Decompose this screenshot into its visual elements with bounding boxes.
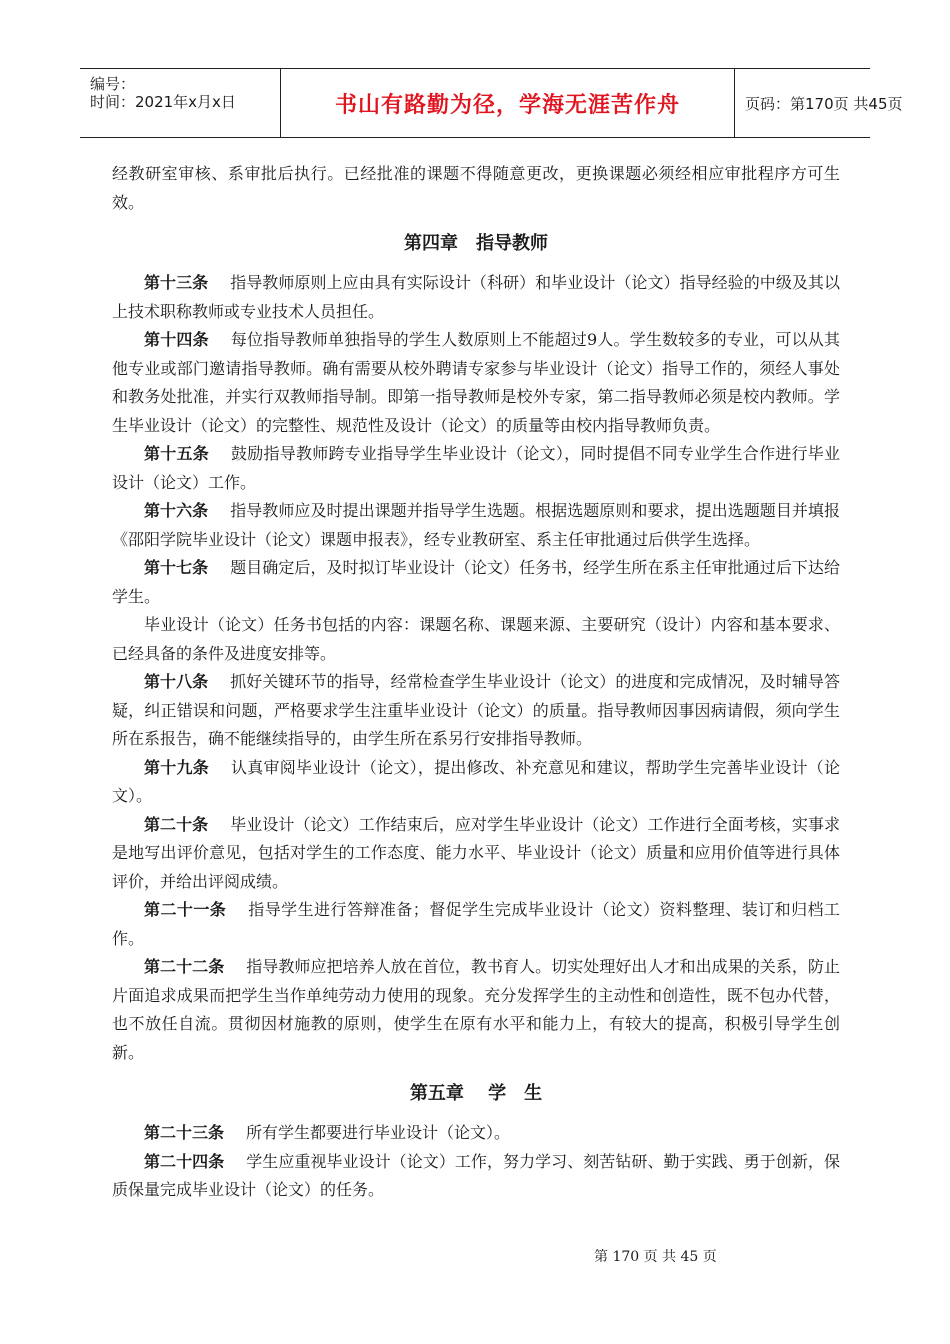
article-label: 第二十二条 bbox=[144, 957, 225, 976]
article-18 bbox=[112, 668, 840, 754]
article-text: 指导教师原则上应由具有实际设计（科研）和毕业设计（论文）指导经验的中级及其以上技术职称教师或专业技术人员担任。 bbox=[112, 273, 840, 321]
article-label: 第十九条 bbox=[144, 757, 209, 777]
article-22 bbox=[112, 953, 840, 1067]
header-code-label: 编号： bbox=[90, 75, 136, 93]
article-text: 指导学生进行答辩准备；督促学生完成毕业设计（论文）资料整理、装订和归档工作。 bbox=[112, 900, 840, 948]
article-text: 认真审阅毕业设计（论文），提出修改、补充意见和建议，帮助学生完善毕业设计（论文）。 bbox=[112, 757, 840, 805]
article-15 bbox=[112, 440, 840, 497]
article-label: 第十三条 bbox=[144, 273, 209, 292]
header-page-label: 页码：第170页 共45页 bbox=[745, 94, 903, 113]
article-label: 第二十条 bbox=[144, 814, 209, 834]
article-13 bbox=[112, 269, 840, 326]
article-label: 第十六条 bbox=[144, 501, 209, 520]
page-footer: 第 170 页 共 45 页 bbox=[594, 1249, 717, 1265]
article-label: 第十八条 bbox=[144, 672, 209, 691]
document-body bbox=[112, 160, 840, 1205]
article-label: 第二十四条 bbox=[144, 1151, 225, 1171]
article-label: 第十五条 bbox=[144, 444, 209, 463]
article-text: 毕业设计（论文）工作结束后，应对学生毕业设计（论文）工作进行全面考核，实事求是地写出评价意见，包括对学生的工作态度、能力水平、毕业设计（论文）质量和应用价值等进行具体评价，并给出评阅成绩。 bbox=[112, 814, 840, 891]
chapter-5-heading: 第五章 学 生 bbox=[409, 1083, 543, 1104]
header-time-label: 时间：2021年x月x日 bbox=[90, 93, 236, 111]
intro-paragraph: 经教研室审核、系审批后执行。已经批准的课题不得随意更改，更换课题必须经相应审批程序方可生效。 bbox=[112, 164, 840, 212]
article-23 bbox=[112, 1119, 840, 1148]
article-20 bbox=[112, 811, 840, 897]
article-text: 题目确定后，及时拟订毕业设计（论文）任务书，经学生所在系主任审批通过后下达给学生。 bbox=[112, 558, 840, 606]
document-header bbox=[80, 68, 903, 138]
article-label: 第十七条 bbox=[144, 558, 209, 577]
article-21 bbox=[112, 896, 840, 953]
article-text: 每位指导教师单独指导的学生人数原则上不能超过9人。学生数较多的专业，可以从其他专业或部门邀请指导教师。确有需要从校外聘请专家参与毕业设计（论文）指导工作的，须经人事处和教务处批准，并实行双教师指导制。即第一指导教师是校外专家，第二指导教师必须是校内教师。学生毕业设计（论文）的完整性、规范性及设计（论文）的质量等由校内指导教师负责。 bbox=[112, 330, 840, 435]
article-text: 学生应重视毕业设计（论文）工作，努力学习、刻苦钻研、勤于实践、勇于创新，保质保量完成毕业设计（论文）的任务。 bbox=[112, 1151, 840, 1199]
article-text: 指导教师应把培养人放在首位，教书育人。切实处理好出人才和出成果的关系，防止片面追求成果而把学生当作单纯劳动力使用的现象。充分发挥学生的主动性和创造性，既不包办代替，也不放任自流。贯彻因材施教的原则，使学生在原有水平和能力上，有较大的提高，积极引导学生创新。 bbox=[112, 957, 840, 1062]
article-text: 指导教师应及时提出课题并指导学生选题。根据选题原则和要求，提出选题题目并填报《邵阳学院毕业设计（论文）课题申报表》，经专业教研室、系主任审批通过后供学生选择。 bbox=[112, 501, 840, 549]
article-text: 所有学生都要进行毕业设计（论文）。 bbox=[246, 1123, 511, 1142]
header-meta-cell bbox=[80, 69, 281, 137]
article-17 bbox=[112, 554, 840, 611]
article-label: 第二十一条 bbox=[144, 900, 227, 919]
header-motto: 书山有路勤为径，学海无涯苦作舟 bbox=[281, 69, 735, 137]
chapter-4-heading: 第四章 指导教师 bbox=[404, 233, 548, 254]
article-19 bbox=[112, 754, 840, 811]
article-text: 抓好关键环节的指导，经常检查学生毕业设计（论文）的进度和完成情况，及时辅导答疑，纠正错误和问题，严格要求学生注重毕业设计（论文）的质量。指导教师因事因病请假，须向学生所在系报告，确不能继续指导的，由学生所在系另行安排指导教师。 bbox=[112, 672, 840, 748]
article-16 bbox=[112, 497, 840, 554]
task-book-paragraph: 毕业设计（论文）任务书包括的内容：课题名称、课题来源、主要研究（设计）内容和基本要求、已经具备的条件及进度安排等。 bbox=[112, 615, 840, 663]
article-label: 第二十三条 bbox=[144, 1123, 225, 1142]
article-24 bbox=[112, 1148, 840, 1205]
article-text: 鼓励指导教师跨专业指导学生毕业设计（论文），同时提倡不同专业学生合作进行毕业设计（论文）工作。 bbox=[112, 444, 840, 492]
article-14 bbox=[112, 326, 840, 440]
article-label: 第十四条 bbox=[144, 330, 209, 349]
